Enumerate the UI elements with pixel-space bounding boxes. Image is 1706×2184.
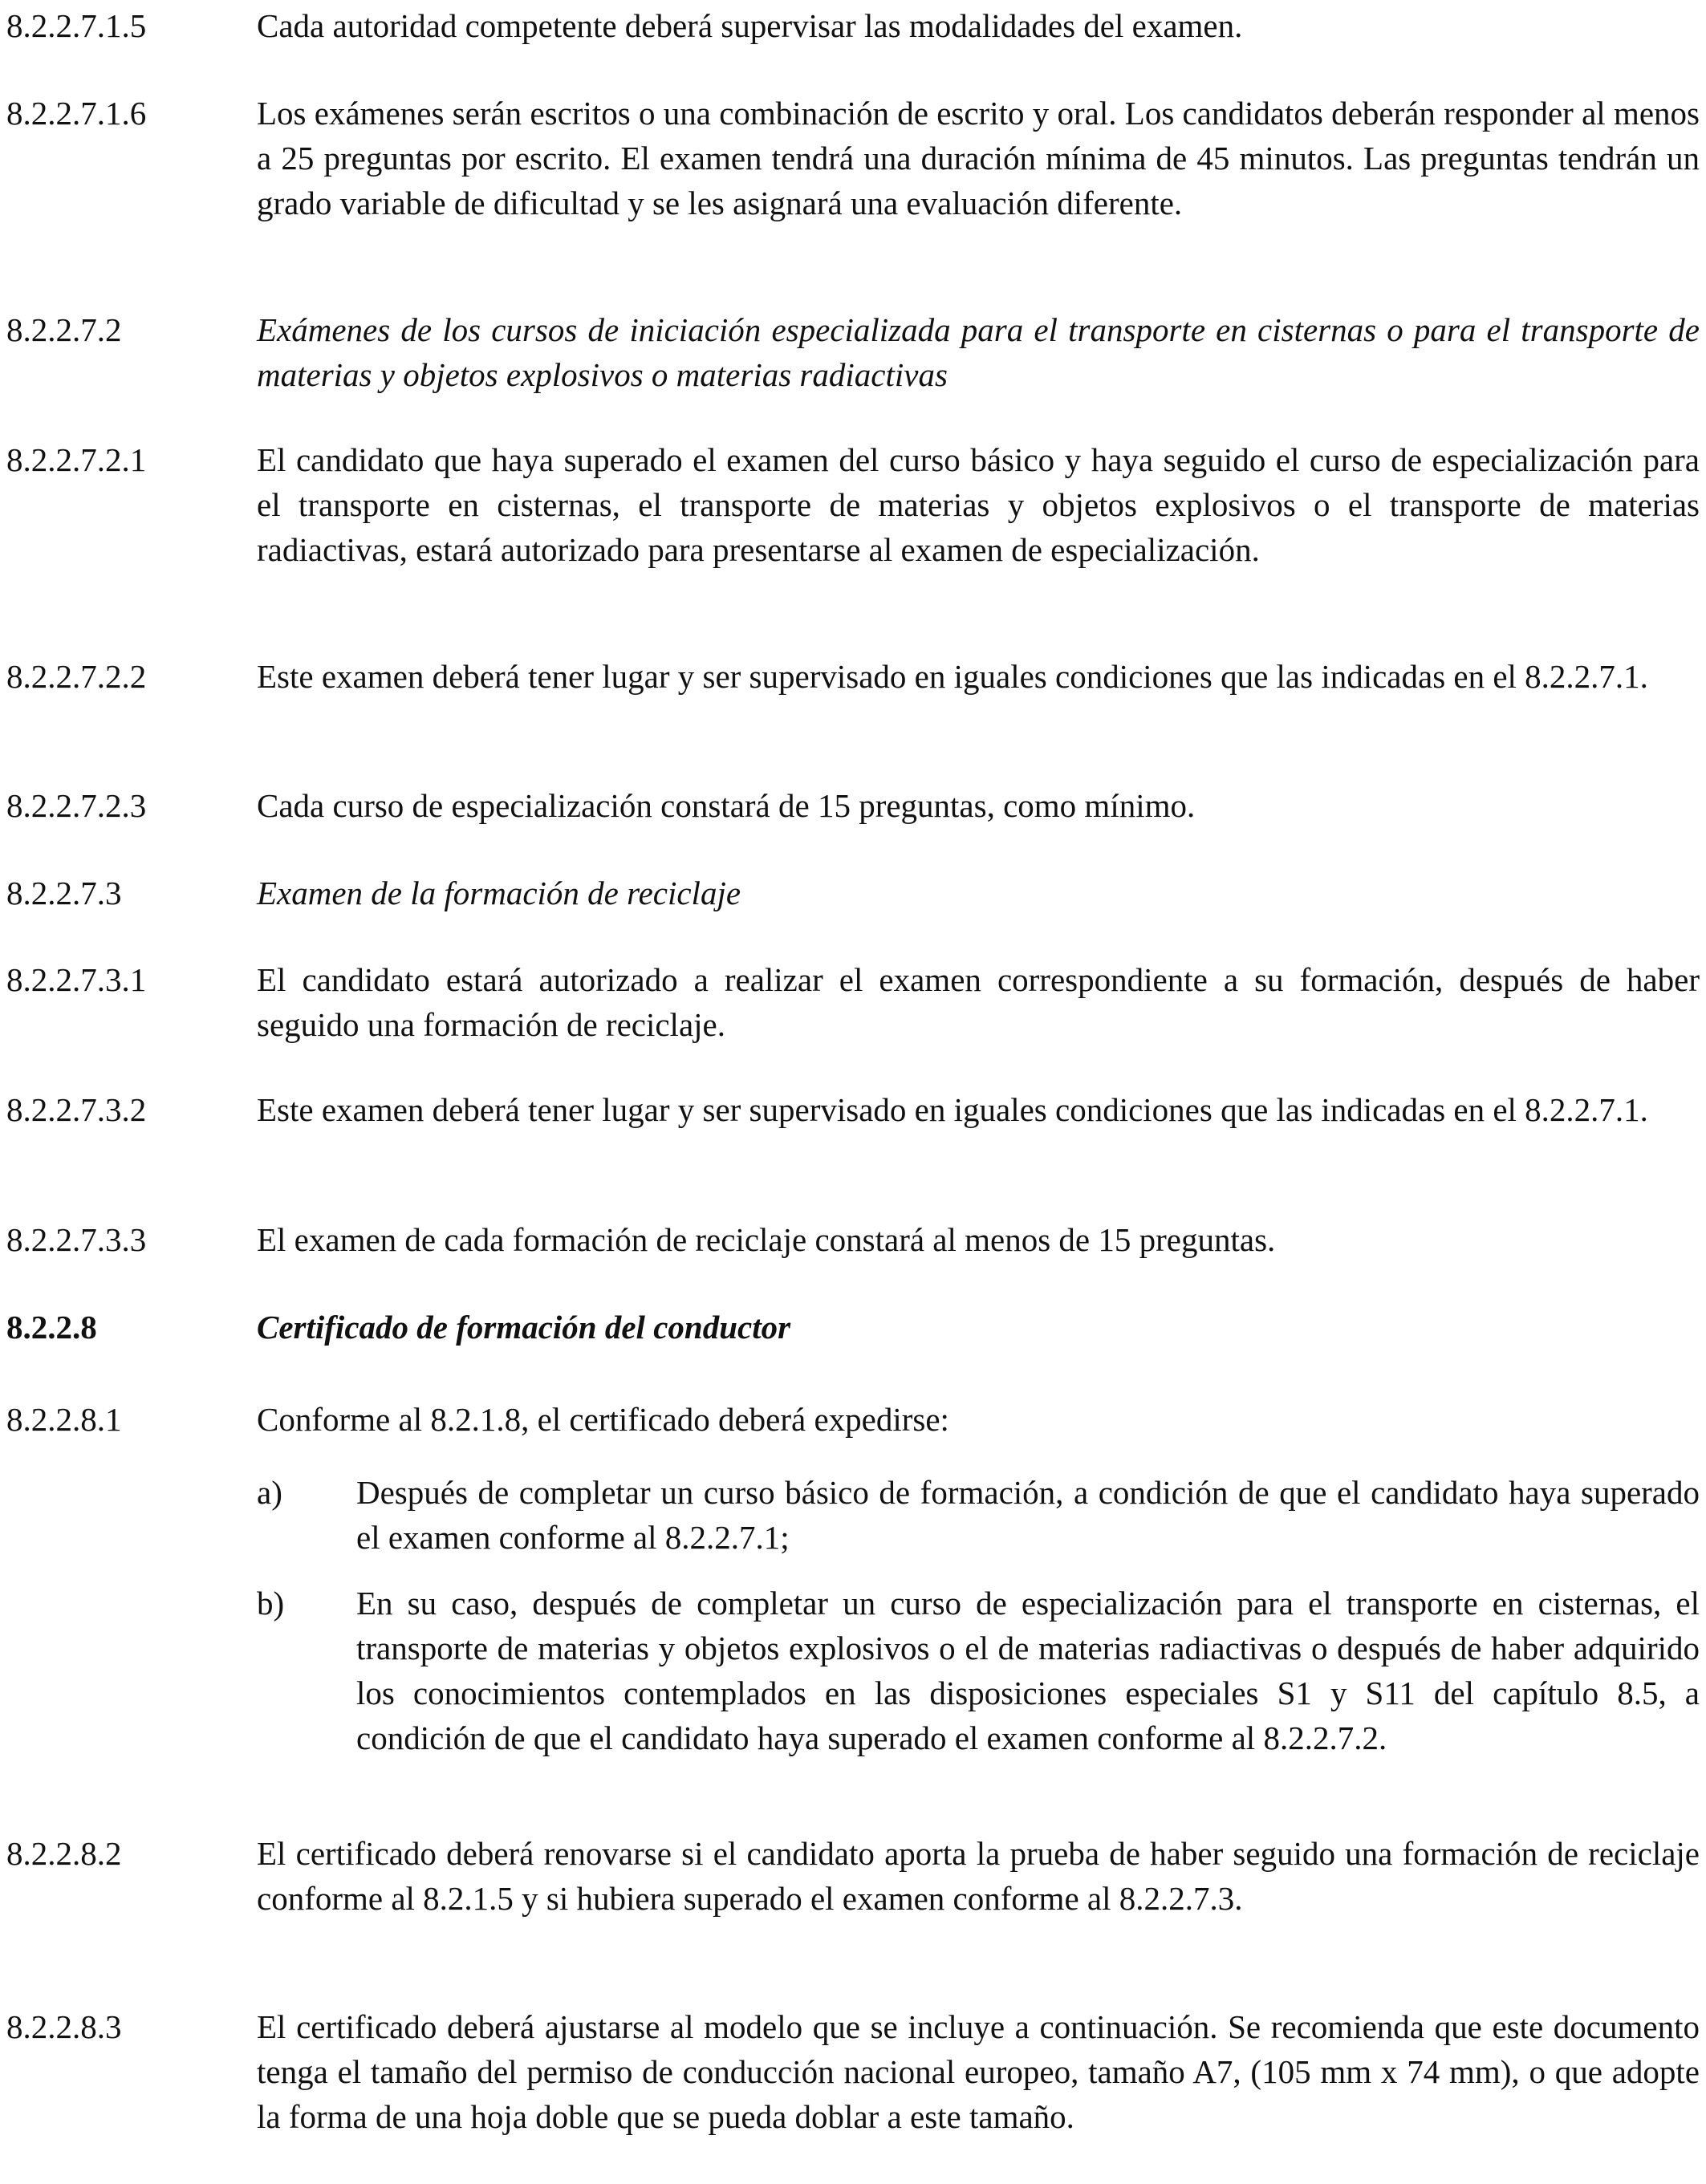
- paragraph-text: El certificado deberá renovarse si el candidato aporta la prueba de haber seguido una formación de reciclaje conforme al 8.2.1.5 y si hubiera superado el examen conforme al 8.2.2.7.3.: [257, 1835, 1700, 1917]
- paragraph-number: 8.2.2.7.2.1: [6, 441, 147, 478]
- paragraph-8-2-2-8-1: [6, 1397, 1700, 1442]
- paragraph-8-2-2-7-1-5: [6, 3, 1700, 48]
- paragraph-number: 8.2.2.7.3.3: [6, 1221, 147, 1258]
- paragraph-text: El candidato que haya superado el examen del curso básico y haya seguido el curso de especialización para el transporte en cisternas, el transporte de materias y objetos explosivos o el transporte de materias radiactivas, estará autorizado para presentarse al examen de especialización.: [257, 441, 1700, 568]
- paragraph-number: 8.2.2.7.1.6: [6, 95, 147, 132]
- paragraph-text: El candidato estará autorizado a realizar el examen correspondiente a su formación, después de haber seguido una formación de reciclaje.: [257, 961, 1700, 1043]
- paragraph-text: El certificado deberá ajustarse al modelo que se incluye a continuación. Se recomienda que este documento tenga el tamaño del permiso de conducción nacional europeo, tamaño A7, (105 mm x 74 mm), o que adopte la forma de una hoja doble que se pueda doblar a este tamaño.: [257, 2008, 1700, 2135]
- paragraph-number: 8.2.2.7.2.2: [6, 658, 147, 695]
- paragraph-text: Cada curso de especialización constará de 15 preguntas, como mínimo.: [257, 787, 1196, 824]
- paragraph-8-2-2-7-1-6: [6, 91, 1700, 225]
- section-heading-text: Certificado de formación del conductor: [257, 1309, 791, 1346]
- section-heading-8-2-2-7-2: [6, 307, 1700, 397]
- paragraph-text: Cada autoridad competente deberá supervisar las modalidades del examen.: [257, 7, 1243, 44]
- paragraph-number: 8.2.2.7.2: [6, 311, 122, 348]
- paragraph-8-2-2-7-2-3: [6, 783, 1700, 828]
- list-item-a: [257, 1470, 1700, 1560]
- paragraph-text: Conforme al 8.2.1.8, el certificado deberá expedirse:: [257, 1401, 949, 1438]
- paragraph-8-2-2-8-2: [6, 1831, 1700, 1921]
- paragraph-8-2-2-7-3-1: [6, 957, 1700, 1047]
- list-item-label: b): [257, 1585, 285, 1622]
- list-item-label: a): [257, 1474, 282, 1511]
- paragraph-number: 8.2.2.7.1.5: [6, 7, 147, 44]
- paragraph-number: 8.2.2.8: [6, 1309, 97, 1346]
- paragraph-text: El examen de cada formación de reciclaje constará al menos de 15 preguntas.: [257, 1221, 1276, 1258]
- list-item-text: Después de completar un curso básico de formación, a condición de que el candidato haya superado el examen conforme al 8.2.2.7.1;: [356, 1474, 1700, 1556]
- paragraph-number: 8.2.2.7.3.1: [6, 961, 147, 998]
- paragraph-text: Este examen deberá tener lugar y ser supervisado en iguales condiciones que las indicadas en el 8.2.2.7.1.: [257, 1091, 1648, 1128]
- paragraph-number: 8.2.2.8.2: [6, 1835, 122, 1872]
- paragraph-text: Este examen deberá tener lugar y ser supervisado en iguales condiciones que las indicadas en el 8.2.2.7.1.: [257, 658, 1648, 695]
- list-item-b: [257, 1581, 1700, 1760]
- paragraph-8-2-2-7-2-2: [6, 654, 1700, 699]
- paragraph-number: 8.2.2.7.2.3: [6, 787, 147, 824]
- paragraph-text: Los exámenes serán escritos o una combinación de escrito y oral. Los candidatos deberán responder al menos a 25 preguntas por escrito. El examen tendrá una duración mínima de 45 minutos. Las preguntas tendrán un grado variable de dificultad y se les asignará una evaluación diferente.: [257, 95, 1700, 221]
- paragraph-8-2-2-7-3-3: [6, 1217, 1700, 1262]
- paragraph-8-2-2-7-2-1: [6, 437, 1700, 572]
- paragraph-number: 8.2.2.8.1: [6, 1401, 122, 1438]
- paragraph-number: 8.2.2.8.3: [6, 2008, 122, 2045]
- paragraph-8-2-2-8-3: [6, 2004, 1700, 2139]
- section-heading-8-2-2-7-3: [6, 871, 1700, 915]
- paragraph-number: 8.2.2.7.3: [6, 875, 122, 911]
- section-heading-text: Examen de la formación de reciclaje: [257, 875, 741, 911]
- section-heading-8-2-2-8: [6, 1305, 1700, 1350]
- paragraph-number: 8.2.2.7.3.2: [6, 1091, 147, 1128]
- section-heading-text: Exámenes de los cursos de iniciación especializada para el transporte en cisternas o para el transporte de materias y objetos explosivos o materias radiactivas: [257, 311, 1700, 393]
- paragraph-8-2-2-7-3-2: [6, 1087, 1700, 1132]
- list-item-text: En su caso, después de completar un curso de especialización para el transporte en cisternas, el transporte de materias y objetos explosivos o el de materias radiactivas o después de haber adquirido los conocimientos contemplados en las disposiciones especiales S1 y S11 del capítulo 8.5, a condición de que el candidato haya superado el examen conforme al 8.2.2.7.2.: [356, 1585, 1700, 1756]
